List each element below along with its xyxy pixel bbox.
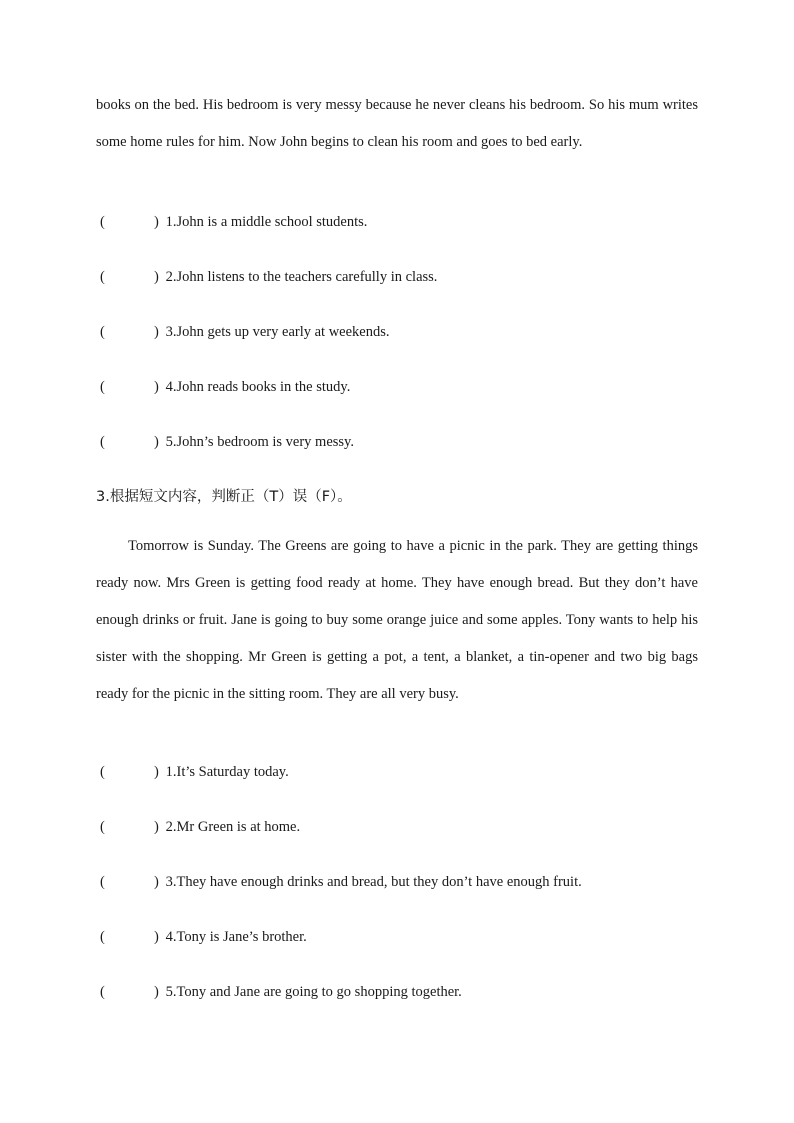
question-item: ( ) 5.John’s bedroom is very messy. xyxy=(100,434,354,450)
question-item: ( ) 4.John reads books in the study. xyxy=(100,379,351,395)
question-text: 5.Tony and Jane are going to go shopping together. xyxy=(165,984,462,1000)
passage-3-text: Tomorrow is Sunday. The Greens are going to have a picnic in the park. They are getting things ready now. Mrs Green is getting food ready at home. They have enough bread. But they don’t have enough drinks or fruit. Jane is going to buy some orange juice and some apples. Tony wants to help his sister with the shopping. Mr Green is getting a pot, a tent, a blanket, a tin-opener and two big bags ready for the picnic in the sitting room. They are all very busy. xyxy=(96,538,698,702)
question-item: ( ) 2.Mr Green is at home. xyxy=(100,819,301,835)
question-text: 3.They have enough drinks and bread, but they don’t have enough fruit. xyxy=(165,874,582,890)
question-item: ( ) 4.Tony is Jane’s brother. xyxy=(100,929,307,945)
passage-2-text: books on the bed. His bedroom is very messy because he never cleans his bedroom. So his mum writes some home rules for him. Now John begins to clean his room and goes to bed early. xyxy=(96,97,698,150)
question-text: 1.It’s Saturday today. xyxy=(165,764,289,780)
question-item: ( ) 1.It’s Saturday today. xyxy=(100,764,289,780)
question-text: 4.John reads books in the study. xyxy=(165,379,351,395)
question-text: 2.Mr Green is at home. xyxy=(165,819,301,835)
question-text: 2.John listens to the teachers carefully in class. xyxy=(165,269,438,285)
question-item: ( ) 3.John gets up very early at weekends. xyxy=(100,324,390,340)
question-item: ( ) 3.They have enough drinks and bread, but they don’t have enough fruit. xyxy=(100,874,582,890)
question-item: ( ) 1.John is a middle school students. xyxy=(100,214,368,230)
question-text: 5.John’s bedroom is very messy. xyxy=(165,434,354,450)
question-text: 1.John is a middle school students. xyxy=(165,214,368,230)
section-3-heading: 3.根据短文内容，判断正（T）误（F）。 xyxy=(96,489,352,505)
question-text: 4.Tony is Jane’s brother. xyxy=(165,929,307,945)
question-item: ( ) 2.John listens to the teachers carefully in class. xyxy=(100,269,438,285)
question-text: 3.John gets up very early at weekends. xyxy=(165,324,390,340)
question-item: ( ) 5.Tony and Jane are going to go shopping together. xyxy=(100,984,462,1000)
